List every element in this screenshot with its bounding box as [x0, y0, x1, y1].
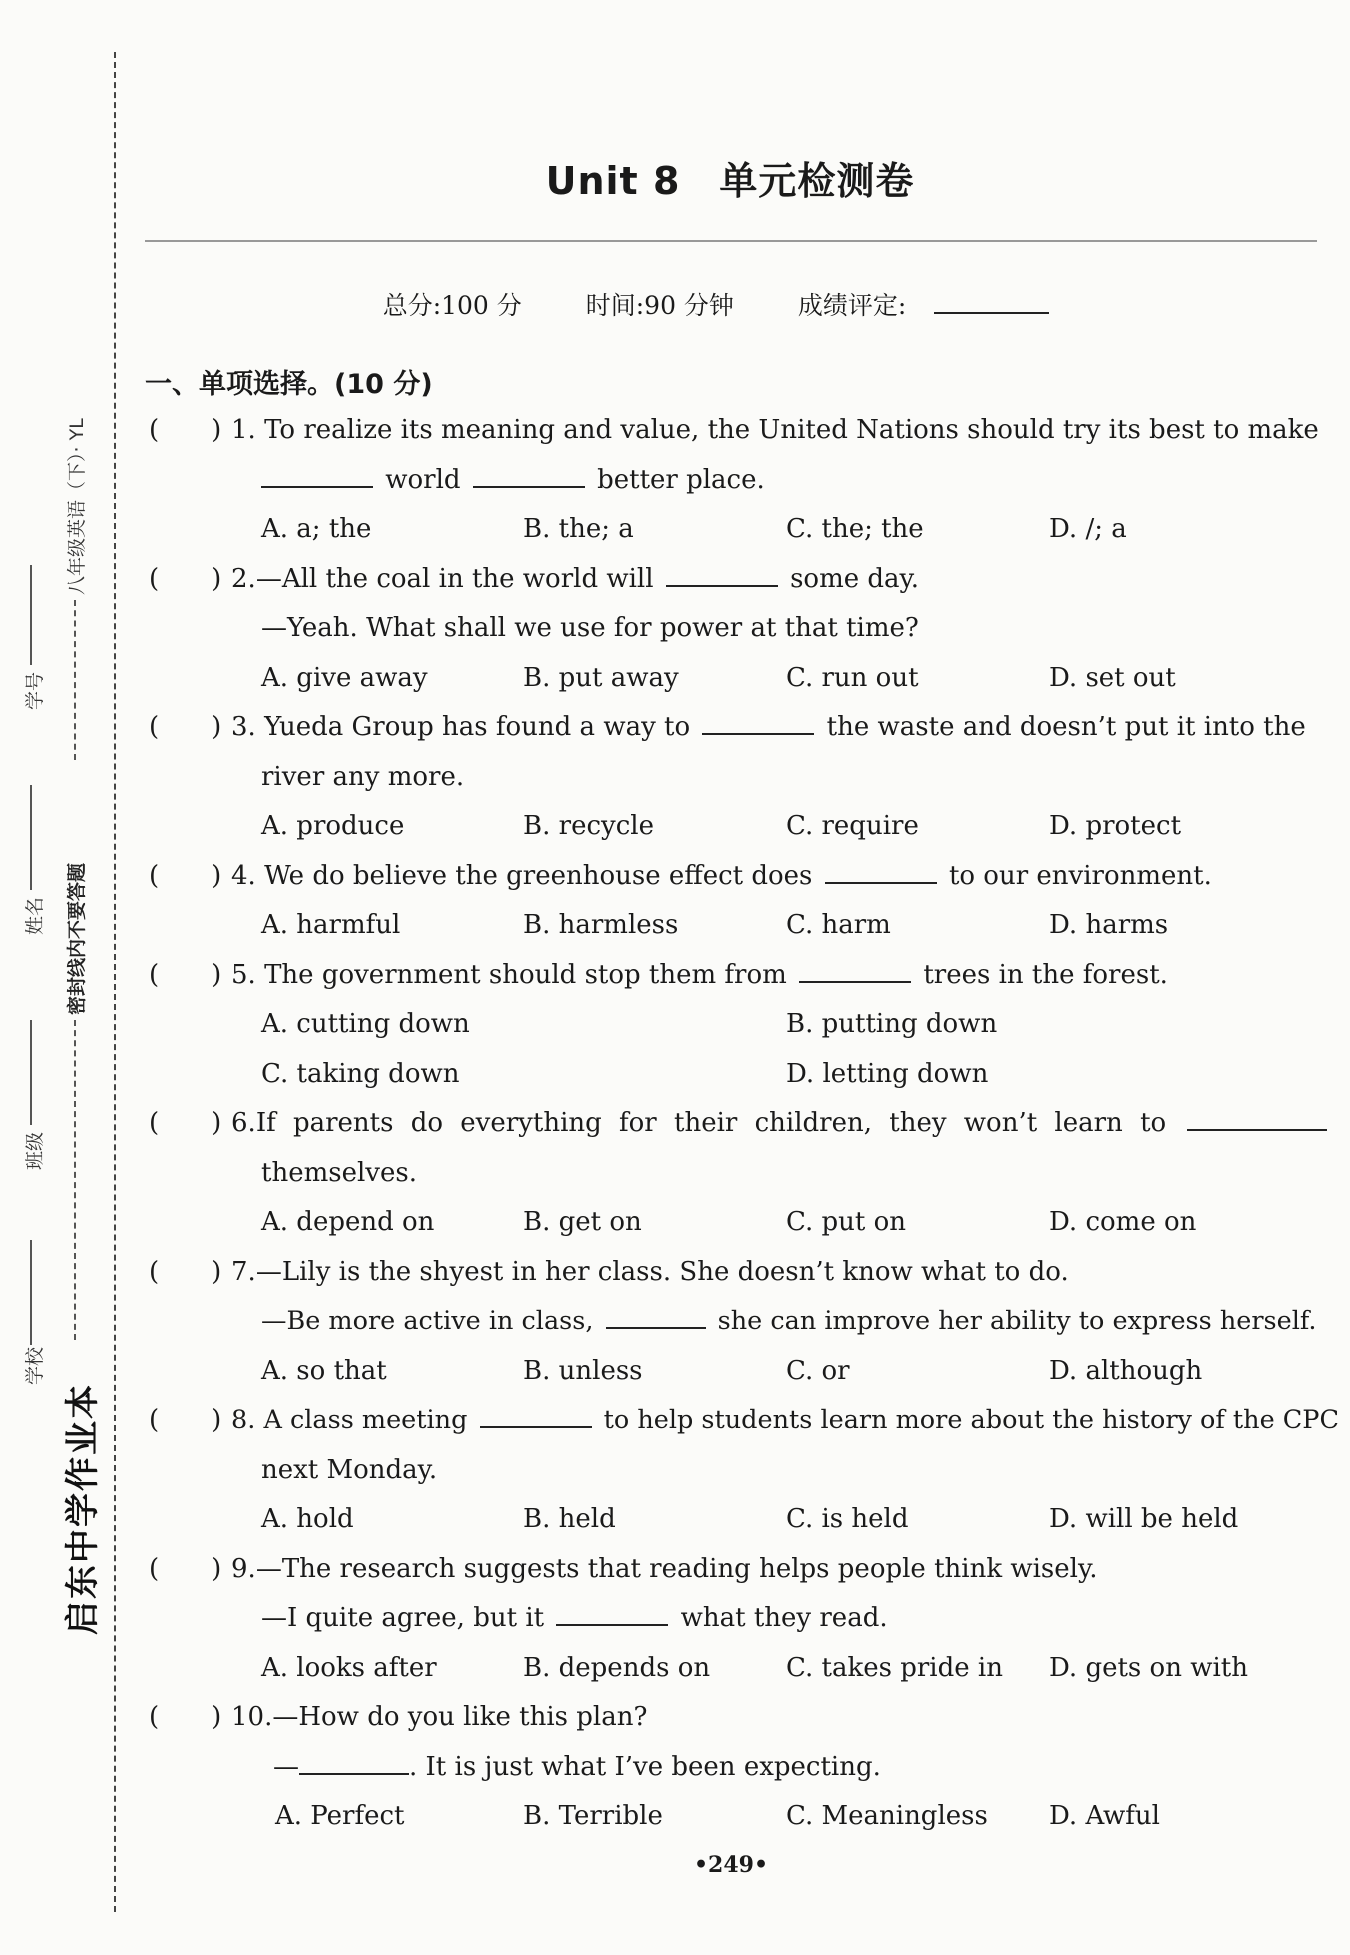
question-5: ( ) 5. The government should stop them from trees in the forest. A. cutting down B. putting down C. taking down D. letting down [145, 951, 1317, 1100]
option-d[interactable]: D. come on [1049, 1207, 1197, 1237]
answer-bracket[interactable]: ( ) [149, 1405, 222, 1435]
option-b[interactable]: B. recycle [523, 811, 654, 841]
question-number: 2. [231, 563, 256, 594]
option-c[interactable]: C. taking down [261, 1058, 460, 1089]
answer-bracket[interactable]: ( ) [149, 1256, 222, 1287]
option-a[interactable]: A. cutting down [261, 1009, 470, 1039]
page-number: •249• [693, 1852, 769, 1878]
question-line2: river any more. [261, 761, 465, 792]
question-6 [145, 1099, 1317, 1248]
option-c[interactable]: C. the; the [786, 514, 924, 544]
sidebar-class-line [30, 1020, 32, 1125]
option-a[interactable]: A. a; the [261, 514, 372, 544]
question-stem: —All the coal in the world will [255, 563, 654, 594]
answer-bracket[interactable]: ( ) [149, 563, 222, 594]
question-stem: —How do you like this plan? [272, 1702, 648, 1732]
option-b[interactable]: B. harmless [523, 910, 679, 940]
question-stem: —The research suggests that reading helps people think wisely. [255, 1553, 1098, 1584]
option-a[interactable]: A. so that [261, 1355, 387, 1386]
option-d[interactable]: D. protect [1049, 811, 1182, 841]
option-d[interactable]: D. /; a [1049, 514, 1127, 544]
option-b[interactable]: B. putting down [786, 1009, 998, 1039]
sidebar-brand: 启东中学作业本 [63, 1383, 103, 1635]
question-2: ( ) 2.—All the coal in the world will some day. —Yeah. What shall we use for power at that time? A. give away B. put away C. run out D. set out [145, 555, 1317, 704]
option-c[interactable]: C. require [786, 811, 919, 841]
question-number: 9. [231, 1553, 256, 1584]
question-stem: To realize its meaning and value, the United Nations should try its best to make [264, 415, 1319, 445]
question-line2: next Monday. [261, 1454, 438, 1485]
option-a[interactable]: A. harmful [261, 910, 401, 940]
title-divider [145, 240, 1317, 242]
sidebar-field-school: 学校 [24, 1346, 46, 1385]
question-9 [145, 1545, 1317, 1694]
option-b[interactable]: B. the; a [523, 514, 634, 544]
option-c[interactable]: C. Meaningless [786, 1801, 988, 1831]
binding-dashed-line [114, 52, 116, 1912]
option-a[interactable]: A. looks after [261, 1652, 437, 1683]
sidebar-name-line [30, 785, 32, 890]
question-line2: — . It is just what I’ve been expecting. [273, 1743, 1317, 1793]
answer-blank[interactable] [666, 561, 778, 587]
question-line2: —Be more active in class, she can improve her ability to express herself. [261, 1297, 1317, 1347]
option-b[interactable]: B. get on [523, 1207, 642, 1237]
sidebar-seal-notice: 密封线内不要答题 [66, 862, 88, 1015]
question-number: 1. [231, 415, 256, 445]
question-line2: —I quite agree, but it what they read. [261, 1594, 1317, 1644]
option-d[interactable]: D. will be held [1049, 1504, 1239, 1534]
sidebar-dash [74, 600, 76, 760]
score-info [145, 286, 1315, 322]
option-c[interactable]: C. takes pride in [786, 1652, 1003, 1683]
option-a[interactable]: A. give away [261, 662, 428, 693]
sidebar-field-name: 姓名 [24, 896, 46, 935]
answer-blank[interactable] [261, 462, 373, 488]
question-line2: themselves. [261, 1157, 417, 1188]
option-d[interactable]: D. letting down [786, 1058, 989, 1089]
answer-blank[interactable] [556, 1600, 668, 1626]
answer-bracket[interactable]: ( ) [149, 1553, 222, 1584]
question-stem: Yueda Group has found a way to [264, 712, 691, 742]
option-a[interactable]: A. hold [261, 1504, 354, 1534]
sidebar-number-line [30, 565, 32, 665]
grade-blank[interactable] [934, 312, 1049, 314]
question-number: 8. [231, 1405, 256, 1435]
option-b[interactable]: B. Terrible [523, 1801, 663, 1831]
answer-bracket[interactable]: ( ) [149, 1108, 222, 1138]
answer-blank[interactable] [473, 462, 585, 488]
sidebar-field-class: 班级 [24, 1131, 46, 1170]
question-list [145, 406, 1339, 1842]
sidebar-field-number: 学号 [24, 671, 46, 710]
option-b[interactable]: B. held [523, 1504, 616, 1534]
option-d[interactable]: D. gets on with [1049, 1652, 1248, 1683]
option-c[interactable]: C. harm [786, 910, 891, 940]
question-number: 6. [231, 1108, 256, 1138]
option-c[interactable]: C. is held [786, 1504, 909, 1534]
answer-blank[interactable] [702, 709, 814, 735]
question-7 [145, 1248, 1317, 1397]
sidebar-dash [74, 1020, 76, 1340]
answer-blank[interactable] [480, 1402, 592, 1428]
option-d[interactable]: D. set out [1049, 662, 1176, 693]
question-number: 4. [231, 860, 256, 891]
total-score: 总分:100 分 [382, 291, 522, 320]
question-1: ( ) 1. To realize its meaning and value, the United Nations should try its best to make world better place. A. a; the B. the; a C. the; the D. /; a [145, 406, 1317, 555]
option-b[interactable]: B. put away [523, 662, 679, 693]
question-4: ( ) 4. We do believe the greenhouse effect does to our environment. A. harmful B. harmless C. harm D. harms [145, 852, 1317, 951]
question-stem: We do believe the greenhouse effect does [264, 860, 813, 891]
exam-time: 时间:90 分钟 [585, 291, 734, 320]
sidebar-grade-label: 八年级英语（下）· YL [66, 418, 88, 595]
question-3: ( ) 3. Yueda Group has found a way to the waste and doesn’t put it into the river any more. A. produce B. recycle C. require D. protect [145, 703, 1317, 852]
option-a[interactable]: A. produce [261, 811, 405, 841]
option-d[interactable]: D. although [1049, 1355, 1203, 1386]
question-10 [145, 1693, 1317, 1842]
question-stem: If parents do everything for their children, they won’t learn to [255, 1108, 1167, 1138]
question-stem: The government should stop them from [264, 959, 787, 990]
answer-blank[interactable] [299, 1749, 409, 1775]
option-c[interactable]: C. put on [786, 1207, 906, 1237]
question-number: 5. [231, 959, 256, 990]
option-c[interactable]: C. or [786, 1355, 850, 1386]
question-number: 3. [231, 712, 256, 742]
answer-bracket[interactable]: ( ) [149, 860, 222, 891]
answer-blank[interactable] [1187, 1105, 1327, 1131]
option-c[interactable]: C. run out [786, 662, 919, 693]
grade-eval: 成绩评定: [798, 291, 1077, 320]
section-title: 一、单项选择。(10 分) [145, 369, 433, 400]
option-b[interactable]: B. unless [523, 1355, 643, 1386]
sidebar-school-line [30, 1240, 32, 1345]
question-number: 10. [231, 1702, 273, 1732]
answer-blank[interactable] [606, 1303, 706, 1329]
option-b[interactable]: B. depends on [523, 1652, 711, 1683]
answer-bracket[interactable]: ( ) [149, 1702, 222, 1732]
option-a[interactable]: A. depend on [261, 1207, 435, 1237]
answer-bracket[interactable]: ( ) [149, 959, 222, 990]
page-title: Unit 8 单元检测卷 [545, 159, 915, 203]
question-stem: A class meeting [263, 1405, 468, 1435]
answer-blank[interactable] [799, 957, 911, 983]
question-number: 7. [231, 1256, 256, 1287]
option-d[interactable]: D. Awful [1049, 1801, 1160, 1831]
answer-blank[interactable] [825, 858, 937, 884]
answer-bracket[interactable]: ( ) [149, 712, 222, 742]
option-d[interactable]: D. harms [1049, 910, 1169, 940]
question-line2: —Yeah. What shall we use for power at that time? [261, 613, 919, 643]
answer-bracket[interactable]: ( ) [149, 415, 222, 445]
question-8: ( ) 8. A class meeting to help students learn more about the history of the CPC next Monday. A. hold B. held C. is held D. will be held [145, 1396, 1317, 1545]
option-a[interactable]: A. Perfect [275, 1801, 405, 1831]
question-stem: —Lily is the shyest in her class. She doesn’t know what to do. [255, 1256, 1069, 1287]
